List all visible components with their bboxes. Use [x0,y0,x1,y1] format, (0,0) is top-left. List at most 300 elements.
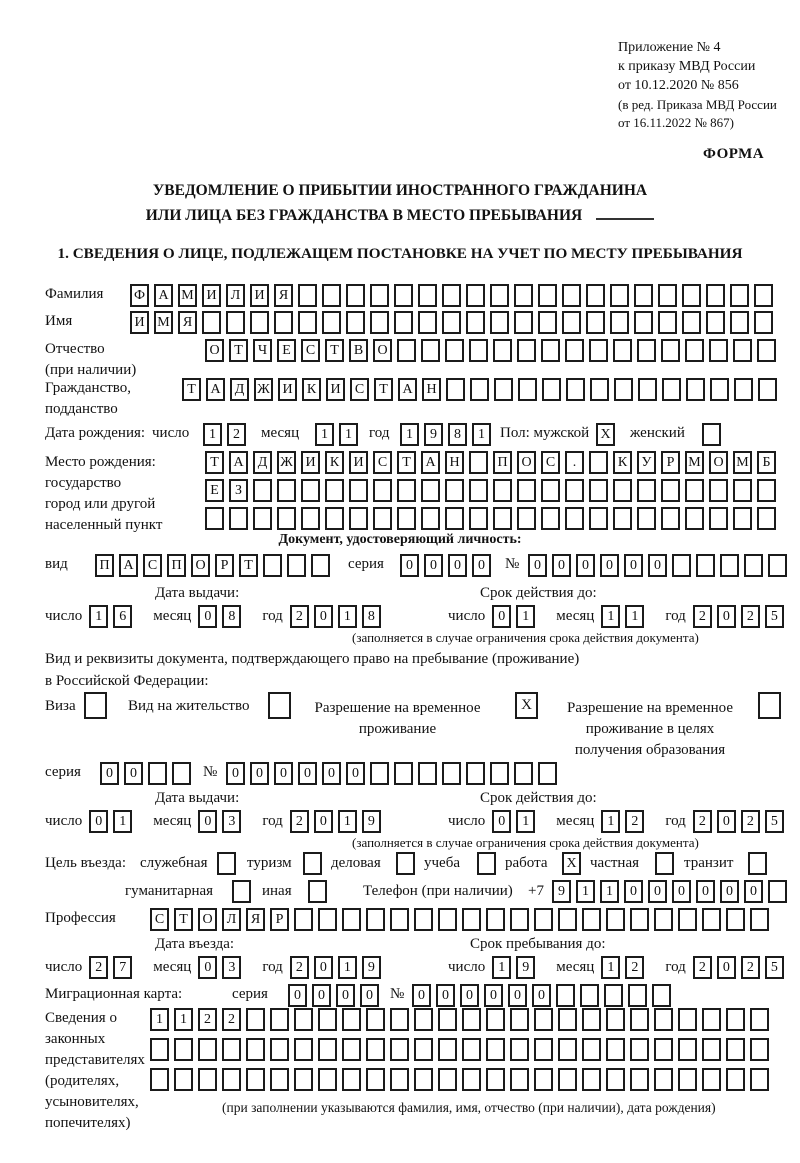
char-box[interactable]: 0 [532,984,551,1007]
char-box[interactable]: 0 [314,956,333,979]
char-box[interactable] [541,479,560,502]
birth-place-input-row1[interactable] [205,451,781,474]
temp-residence-edu-checkbox[interactable] [758,692,786,719]
temp-residence-checkbox[interactable] [515,692,543,719]
char-box[interactable]: 0 [472,554,491,577]
char-box[interactable] [490,284,509,307]
migration-series-input[interactable] [288,984,384,1007]
doc-issue-month-input[interactable] [198,605,246,628]
char-box[interactable] [654,1038,673,1061]
char-box[interactable] [514,284,533,307]
char-box[interactable] [318,1008,337,1031]
char-box[interactable] [655,852,674,875]
char-box[interactable] [558,1038,577,1061]
char-box[interactable] [589,479,608,502]
char-box[interactable] [490,762,509,785]
char-box[interactable]: Т [239,554,258,577]
char-box[interactable] [446,378,465,401]
char-box[interactable]: Т [374,378,393,401]
char-box[interactable]: Р [661,451,680,474]
char-box[interactable] [768,554,787,577]
char-box[interactable]: 0 [576,554,595,577]
char-box[interactable]: Т [205,451,224,474]
char-box[interactable] [486,1008,505,1031]
doc-issue-day-input[interactable] [89,605,137,628]
char-box[interactable]: З [229,479,248,502]
char-box[interactable] [630,1008,649,1031]
char-box[interactable] [613,507,632,530]
visa-checkbox[interactable] [84,692,112,719]
char-box[interactable]: К [302,378,321,401]
char-box[interactable] [661,479,680,502]
char-box[interactable] [397,479,416,502]
char-box[interactable]: 1 [492,956,511,979]
char-box[interactable]: Т [174,908,193,931]
char-box[interactable] [442,311,461,334]
char-box[interactable] [709,507,728,530]
char-box[interactable]: 0 [314,810,333,833]
char-box[interactable] [438,908,457,931]
char-box[interactable]: Е [277,339,296,362]
sex-male-checkbox[interactable] [596,423,620,446]
char-box[interactable]: 9 [424,423,443,446]
char-box[interactable]: 9 [362,810,381,833]
char-box[interactable] [414,908,433,931]
char-box[interactable]: Т [325,339,344,362]
char-box[interactable]: 3 [222,956,241,979]
char-box[interactable] [294,1038,313,1061]
char-box[interactable]: Н [445,451,464,474]
char-box[interactable]: 0 [274,762,293,785]
char-box[interactable] [754,311,773,334]
char-box[interactable] [462,908,481,931]
char-box[interactable]: А [154,284,173,307]
char-box[interactable]: Я [274,284,293,307]
char-box[interactable]: 1 [339,423,358,446]
char-box[interactable] [628,984,647,1007]
char-box[interactable] [394,311,413,334]
char-box[interactable] [222,1068,241,1091]
char-box[interactable] [610,311,629,334]
char-box[interactable]: М [154,311,173,334]
char-box[interactable]: 0 [720,880,739,903]
char-box[interactable]: 2 [198,1008,217,1031]
char-box[interactable] [562,311,581,334]
char-box[interactable] [349,479,368,502]
char-box[interactable]: 0 [717,605,736,628]
char-box[interactable] [270,1038,289,1061]
char-box[interactable] [198,1038,217,1061]
entry-month-input[interactable] [198,956,246,979]
char-box[interactable]: И [326,378,345,401]
char-box[interactable] [287,554,306,577]
char-box[interactable]: 0 [648,880,667,903]
char-box[interactable]: . [565,451,584,474]
char-box[interactable] [582,908,601,931]
char-box[interactable] [390,1068,409,1091]
char-box[interactable] [466,311,485,334]
char-box[interactable] [394,762,413,785]
char-box[interactable] [606,908,625,931]
char-box[interactable] [311,554,330,577]
char-box[interactable] [150,1038,169,1061]
char-box[interactable]: Т [397,451,416,474]
char-box[interactable] [342,1038,361,1061]
char-box[interactable] [710,378,729,401]
char-box[interactable] [270,1008,289,1031]
char-box[interactable] [565,339,584,362]
char-box[interactable]: С [541,451,560,474]
char-box[interactable] [726,1008,745,1031]
sex-female-checkbox[interactable] [702,423,726,446]
char-box[interactable]: 1 [338,956,357,979]
char-box[interactable]: 9 [552,880,571,903]
char-box[interactable]: 9 [362,956,381,979]
char-box[interactable] [702,908,721,931]
char-box[interactable] [373,479,392,502]
char-box[interactable]: 8 [448,423,467,446]
char-box[interactable]: 0 [717,810,736,833]
char-box[interactable] [734,378,753,401]
char-box[interactable]: Р [215,554,234,577]
char-box[interactable] [342,1068,361,1091]
char-box[interactable] [486,1068,505,1091]
char-box[interactable]: Т [229,339,248,362]
char-box[interactable] [613,479,632,502]
char-box[interactable] [414,1008,433,1031]
char-box[interactable] [318,1038,337,1061]
char-box[interactable] [610,284,629,307]
char-box[interactable] [325,507,344,530]
char-box[interactable] [726,1068,745,1091]
char-box[interactable] [421,339,440,362]
char-box[interactable]: 0 [508,984,527,1007]
char-box[interactable]: 0 [198,810,217,833]
char-box[interactable] [682,311,701,334]
char-box[interactable]: 7 [113,956,132,979]
char-box[interactable] [565,479,584,502]
char-box[interactable] [733,339,752,362]
char-box[interactable] [709,479,728,502]
char-box[interactable] [493,479,512,502]
char-box[interactable]: 1 [601,810,620,833]
char-box[interactable]: 0 [198,956,217,979]
char-box[interactable] [726,1038,745,1061]
char-box[interactable]: И [301,451,320,474]
char-box[interactable] [232,880,251,903]
char-box[interactable] [613,339,632,362]
char-box[interactable] [346,311,365,334]
char-box[interactable] [706,284,725,307]
representatives-input-row3[interactable] [150,1068,774,1091]
char-box[interactable]: 2 [741,605,760,628]
citizenship-input[interactable] [182,378,782,401]
purpose-humanitarian-checkbox[interactable] [232,880,256,903]
char-box[interactable] [493,507,512,530]
char-box[interactable] [758,692,781,719]
char-box[interactable] [586,284,605,307]
char-box[interactable] [445,507,464,530]
char-box[interactable] [702,1068,721,1091]
char-box[interactable]: X [596,423,615,446]
char-box[interactable] [438,1008,457,1031]
char-box[interactable]: П [95,554,114,577]
char-box[interactable]: 1 [338,810,357,833]
permit-series-input[interactable] [100,762,196,785]
char-box[interactable]: 2 [741,810,760,833]
birth-place-input-row2[interactable] [205,479,781,502]
char-box[interactable] [558,1068,577,1091]
char-box[interactable] [637,479,656,502]
purpose-study-checkbox[interactable] [477,852,501,875]
char-box[interactable] [246,1038,265,1061]
char-box[interactable]: 8 [362,605,381,628]
char-box[interactable]: 1 [174,1008,193,1031]
doc-number-input[interactable] [528,554,792,577]
char-box[interactable] [637,339,656,362]
char-box[interactable]: 0 [624,554,643,577]
char-box[interactable] [709,339,728,362]
char-box[interactable]: 0 [314,605,333,628]
char-box[interactable] [298,311,317,334]
char-box[interactable]: 0 [448,554,467,577]
char-box[interactable] [318,908,337,931]
char-box[interactable] [202,311,221,334]
stay-day-input[interactable] [492,956,540,979]
char-box[interactable]: С [350,378,369,401]
char-box[interactable]: 2 [89,956,108,979]
char-box[interactable] [685,479,704,502]
char-box[interactable] [517,339,536,362]
char-box[interactable]: 0 [624,880,643,903]
char-box[interactable] [349,507,368,530]
char-box[interactable] [637,507,656,530]
char-box[interactable]: 1 [315,423,334,446]
char-box[interactable] [678,1008,697,1031]
char-box[interactable]: Ф [130,284,149,307]
char-box[interactable]: А [229,451,248,474]
char-box[interactable] [614,378,633,401]
char-box[interactable] [510,908,529,931]
char-box[interactable] [445,479,464,502]
char-box[interactable] [394,284,413,307]
char-box[interactable] [366,1038,385,1061]
char-box[interactable] [438,1038,457,1061]
char-box[interactable]: 0 [89,810,108,833]
char-box[interactable]: 1 [516,810,535,833]
char-box[interactable] [654,1008,673,1031]
char-box[interactable] [226,311,245,334]
char-box[interactable] [750,1008,769,1031]
char-box[interactable]: С [143,554,162,577]
char-box[interactable] [442,284,461,307]
char-box[interactable] [696,554,715,577]
char-box[interactable]: 2 [693,605,712,628]
char-box[interactable] [562,284,581,307]
char-box[interactable]: И [278,378,297,401]
char-box[interactable] [421,479,440,502]
char-box[interactable] [442,762,461,785]
char-box[interactable]: Р [270,908,289,931]
char-box[interactable] [586,311,605,334]
char-box[interactable] [658,284,677,307]
char-box[interactable] [370,311,389,334]
char-box[interactable] [606,1038,625,1061]
permit-issue-year-input[interactable] [290,810,386,833]
char-box[interactable]: 1 [601,956,620,979]
birth-month-input[interactable] [315,423,363,446]
char-box[interactable]: Ч [253,339,272,362]
char-box[interactable] [303,852,322,875]
char-box[interactable] [253,479,272,502]
char-box[interactable]: Я [178,311,197,334]
char-box[interactable] [486,908,505,931]
char-box[interactable]: 6 [113,605,132,628]
char-box[interactable] [390,908,409,931]
char-box[interactable]: X [515,692,538,719]
birth-year-input[interactable] [400,423,496,446]
purpose-transit-checkbox[interactable] [748,852,772,875]
char-box[interactable]: И [250,284,269,307]
char-box[interactable]: Я [246,908,265,931]
doc-valid-year-input[interactable] [693,605,789,628]
doc-series-input[interactable] [400,554,496,577]
char-box[interactable] [322,284,341,307]
char-box[interactable] [589,507,608,530]
char-box[interactable] [702,1008,721,1031]
char-box[interactable]: 0 [298,762,317,785]
char-box[interactable] [634,311,653,334]
char-box[interactable] [538,762,557,785]
char-box[interactable] [534,908,553,931]
char-box[interactable] [370,762,389,785]
char-box[interactable] [414,1068,433,1091]
char-box[interactable]: 0 [717,956,736,979]
char-box[interactable]: 0 [412,984,431,1007]
char-box[interactable] [518,378,537,401]
char-box[interactable]: 0 [322,762,341,785]
char-box[interactable] [397,507,416,530]
stay-year-input[interactable] [693,956,789,979]
char-box[interactable] [493,339,512,362]
char-box[interactable] [757,479,776,502]
char-box[interactable] [253,507,272,530]
char-box[interactable]: 0 [552,554,571,577]
char-box[interactable] [541,507,560,530]
char-box[interactable]: 0 [400,554,419,577]
patronymic-input[interactable] [205,339,781,362]
char-box[interactable]: 8 [222,605,241,628]
char-box[interactable] [277,507,296,530]
char-box[interactable] [301,479,320,502]
char-box[interactable]: 1 [516,605,535,628]
purpose-business-checkbox[interactable] [396,852,420,875]
char-box[interactable] [590,378,609,401]
doc-valid-day-input[interactable] [492,605,540,628]
representatives-input-row2[interactable] [150,1038,774,1061]
char-box[interactable]: 0 [124,762,143,785]
char-box[interactable] [270,1068,289,1091]
char-box[interactable]: И [130,311,149,334]
char-box[interactable]: 0 [648,554,667,577]
char-box[interactable] [418,311,437,334]
char-box[interactable]: О [198,908,217,931]
char-box[interactable] [541,339,560,362]
char-box[interactable]: 5 [765,956,784,979]
char-box[interactable]: 0 [492,810,511,833]
char-box[interactable]: С [150,908,169,931]
char-box[interactable] [661,507,680,530]
char-box[interactable] [517,507,536,530]
char-box[interactable]: X [562,852,581,875]
char-box[interactable] [630,1068,649,1091]
char-box[interactable] [558,908,577,931]
char-box[interactable]: 1 [472,423,491,446]
char-box[interactable]: 1 [113,810,132,833]
char-box[interactable] [229,507,248,530]
char-box[interactable]: У [637,451,656,474]
char-box[interactable] [606,1068,625,1091]
residence-permit-checkbox[interactable] [268,692,296,719]
char-box[interactable] [580,984,599,1007]
permit-issue-day-input[interactable] [89,810,137,833]
char-box[interactable] [658,311,677,334]
char-box[interactable] [294,908,313,931]
char-box[interactable] [534,1038,553,1061]
char-box[interactable] [246,1068,265,1091]
purpose-private-checkbox[interactable] [655,852,679,875]
char-box[interactable] [486,1038,505,1061]
char-box[interactable]: С [373,451,392,474]
char-box[interactable] [418,284,437,307]
char-box[interactable] [263,554,282,577]
char-box[interactable] [373,507,392,530]
char-box[interactable]: 0 [336,984,355,1007]
char-box[interactable] [758,378,777,401]
char-box[interactable] [730,311,749,334]
char-box[interactable]: К [325,451,344,474]
char-box[interactable]: Б [757,451,776,474]
char-box[interactable] [390,1038,409,1061]
char-box[interactable] [198,1068,217,1091]
char-box[interactable]: Д [230,378,249,401]
char-box[interactable] [510,1008,529,1031]
char-box[interactable] [538,284,557,307]
char-box[interactable] [589,451,608,474]
char-box[interactable] [469,339,488,362]
char-box[interactable] [720,554,739,577]
char-box[interactable] [534,1008,553,1031]
char-box[interactable] [750,1068,769,1091]
purpose-work-checkbox[interactable] [562,852,586,875]
char-box[interactable] [757,507,776,530]
char-box[interactable] [217,852,236,875]
char-box[interactable]: 1 [625,605,644,628]
char-box[interactable] [150,1068,169,1091]
char-box[interactable] [750,908,769,931]
char-box[interactable] [538,311,557,334]
char-box[interactable] [466,762,485,785]
doc-valid-month-input[interactable] [601,605,649,628]
char-box[interactable]: 1 [338,605,357,628]
char-box[interactable] [325,479,344,502]
char-box[interactable]: 0 [312,984,331,1007]
char-box[interactable]: 0 [460,984,479,1007]
migration-number-input[interactable] [412,984,676,1007]
char-box[interactable] [566,378,585,401]
purpose-tourism-checkbox[interactable] [303,852,327,875]
char-box[interactable] [768,880,787,903]
